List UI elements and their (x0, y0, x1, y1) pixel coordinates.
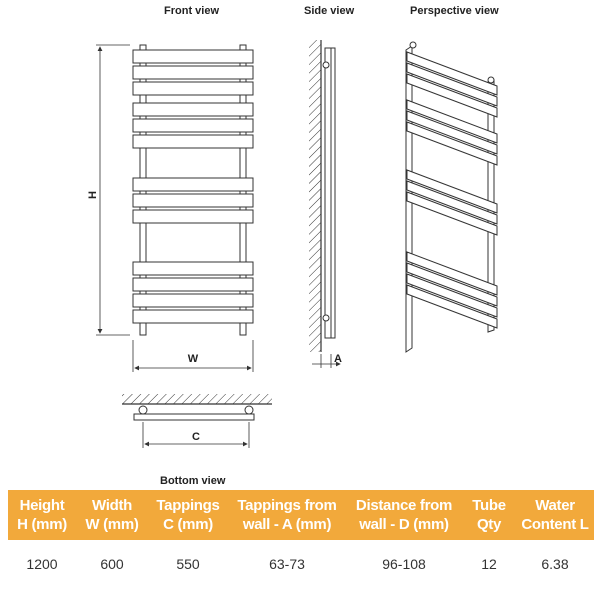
c-dimension-label: C (192, 431, 200, 443)
perspective-view (406, 42, 497, 352)
header-height: Height H (mm) (8, 490, 76, 540)
value-water-content: 6.38 (541, 556, 569, 572)
a-dimension-label: A (334, 353, 342, 365)
value-width: 600 (100, 556, 124, 572)
value-height: 1200 (26, 556, 58, 572)
header-tappings: Tappings C (mm) (148, 490, 228, 540)
panel-bar (133, 194, 253, 207)
side-view-label: Side view (304, 5, 355, 17)
front-view (133, 45, 253, 335)
panel-bar (133, 278, 253, 291)
panel-bar (133, 119, 253, 132)
panel-bar (133, 66, 253, 79)
panel-bar (133, 294, 253, 307)
wall-hatch (309, 40, 321, 352)
persp-valve-right (488, 77, 494, 83)
front-view-label: Front view (164, 5, 220, 17)
perspective-view-label: Perspective view (410, 5, 499, 17)
panel-bar (133, 178, 253, 191)
value-distance-from-wall: 96-108 (382, 556, 426, 572)
bottom-panel (134, 414, 254, 420)
header-width: Width W (mm) (76, 490, 148, 540)
panel-bar (133, 310, 253, 323)
panel-bar (133, 82, 253, 95)
value-tappings: 550 (176, 556, 200, 572)
panel-bar (133, 50, 253, 63)
header-water-content: Water Content L (516, 490, 594, 540)
panel-bar (133, 210, 253, 223)
side-rail (325, 48, 331, 338)
header-tube-qty: Tube Qty (462, 490, 516, 540)
value-tube-qty: 12 (481, 556, 497, 572)
height-dimension (96, 45, 130, 335)
panel-bar (133, 135, 253, 148)
spec-header-row (8, 490, 594, 540)
spec-value-row (8, 540, 594, 588)
side-view (309, 40, 340, 368)
wall-bracket-bottom (323, 315, 329, 321)
persp-valve-top (410, 42, 416, 48)
h-dimension-label: H (87, 191, 99, 199)
panel-bar (133, 103, 253, 116)
bottom-valve-left (139, 406, 147, 414)
header-distance-from-wall: Distance from wall - D (mm) (346, 490, 462, 540)
panel-bar (133, 262, 253, 275)
bottom-view-label: Bottom view (160, 475, 226, 487)
value-tappings-from-wall: 63-73 (269, 556, 305, 572)
bottom-valve-right (245, 406, 253, 414)
wall-bracket-top (323, 62, 329, 68)
side-panel (331, 48, 335, 338)
header-tappings-from-wall: Tappings from wall - A (mm) (228, 490, 346, 540)
bottom-wall-hatch (122, 394, 272, 404)
w-dimension-label: W (187, 353, 199, 365)
spec-table (8, 490, 594, 588)
